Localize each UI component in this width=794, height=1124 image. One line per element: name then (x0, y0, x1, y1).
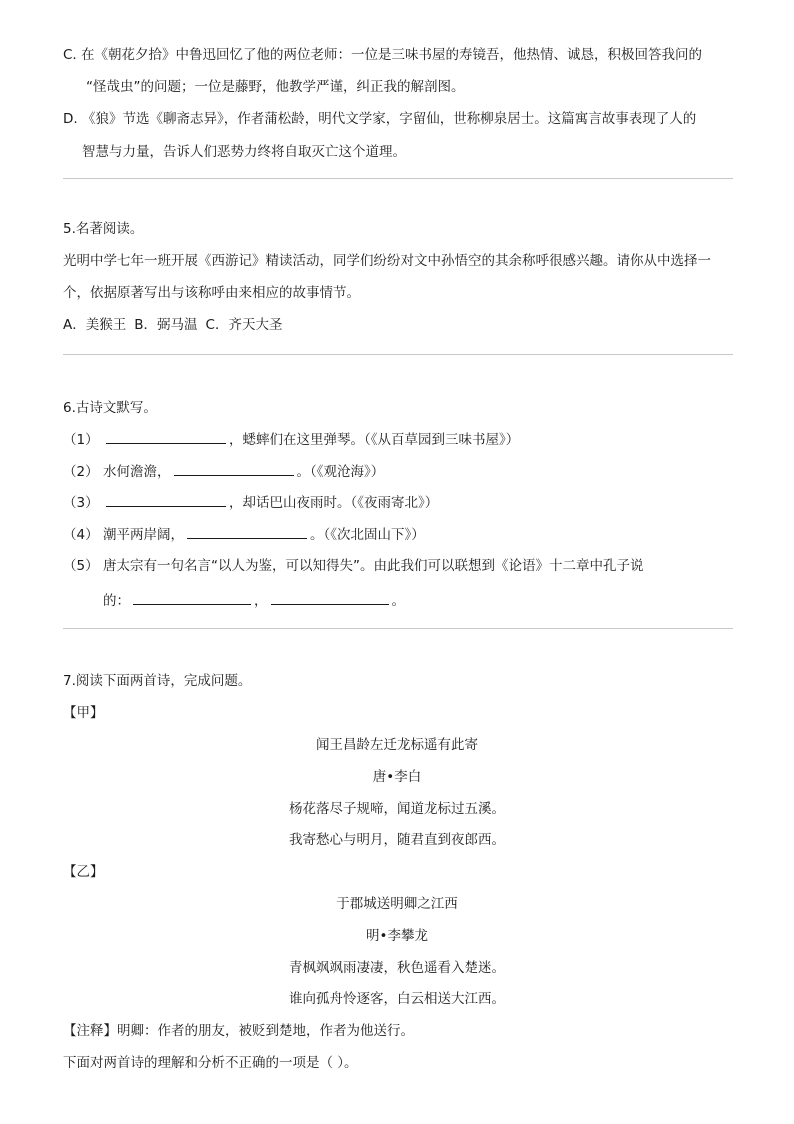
item-text: 。（《观沧海》） (296, 464, 385, 480)
item-text: ， (254, 593, 268, 609)
poem2-line2: 谁向孤舟怜逐客，白云相送大江西。 (289, 991, 505, 1007)
q6-item-4 (63, 524, 425, 545)
option-c-line1: C. 在《朝花夕拾》中鲁迅回忆了他的两位老师：一位是三味书屋的寿镜吾，他热情、诚恳，积极回答我问的 (63, 47, 703, 63)
q7-question: 下面对两首诗的理解和分析不正确的一项是（ ）。 (63, 1055, 358, 1071)
item-number: （5） (63, 558, 99, 574)
item-text: ，蟋蟀们在这里弹琴。（《从百草园到三味书屋》） (229, 432, 520, 448)
q5-prompt-line1: 光明中学七年一班开展《西游记》精读活动，同学们纷纷对文中孙悟空的其余称呼很感兴趣。请你从中选择一 (63, 253, 711, 269)
option-d-line1: D. 《狼》节选《聊斋志异》，作者蒲松龄，明代文学家，字留仙，世称柳泉居士。这篇寓言故事表现了人的 (63, 111, 697, 127)
option-d-line2: 智慧与力量，告诉人们恶势力终将自取灭亡这个道理。 (82, 144, 406, 160)
item-text: 水何澹澹， (103, 464, 171, 480)
divider (63, 628, 733, 629)
item-number: （1） (63, 432, 99, 448)
poem1-line1: 杨花落尽子规啼，闻道龙标过五溪。 (289, 801, 505, 817)
answer-blank[interactable] (106, 429, 226, 444)
item-text: 的： (103, 593, 130, 609)
answer-blank[interactable] (133, 590, 251, 605)
q6-title: 6.古诗文默写。 (63, 400, 157, 416)
item-text: 唐太宗有一句名言“以人为鉴，可以知得失”。由此我们可以联想到《论语》十二章中孔子说 (103, 558, 644, 574)
poem2-author: 明•李攀龙 (366, 928, 428, 944)
item-text: ，却话巴山夜雨时。（《夜雨寄北》） (229, 495, 439, 511)
item-text: 。 (391, 593, 405, 609)
q6-item-1 (63, 429, 519, 450)
option-b: B．弼马温 (134, 317, 198, 333)
answer-blank[interactable] (187, 524, 307, 539)
item-number: （3） (63, 495, 99, 511)
answer-blank[interactable] (271, 590, 389, 605)
q6-item-3 (63, 492, 438, 513)
poem2-title: 于郡城送明卿之江西 (336, 896, 458, 912)
q6-item-2 (63, 461, 384, 482)
poem-label-jia: 【甲】 (63, 705, 104, 721)
annotation-note: 【注释】明卿：作者的朋友，被贬到楚地，作者为他送行。 (63, 1023, 414, 1039)
poem2-line1: 青枫飒飒雨凄凄，秋色遥看入楚迷。 (289, 960, 505, 976)
q6-item-5-line2 (103, 590, 405, 611)
poem-label-yi: 【乙】 (63, 864, 104, 880)
divider (63, 354, 733, 355)
q5-prompt-line2: 个，依据原著写出与该称呼由来相应的故事情节。 (63, 285, 360, 301)
answer-blank[interactable] (174, 461, 294, 476)
poem1-line2: 我寄愁心与明月，随君直到夜郎西。 (289, 832, 505, 848)
poem1-title: 闻王昌龄左迁龙标遥有此寄 (316, 737, 478, 753)
q5-title: 5.名著阅读。 (63, 221, 144, 237)
option-c: C．齐天大圣 (205, 317, 283, 333)
q5-options (63, 315, 282, 335)
divider (63, 178, 733, 179)
item-text: 。（《次北固山下》） (310, 527, 425, 543)
item-number: （2） (63, 464, 99, 480)
item-number: （4） (63, 527, 99, 543)
option-c-line2: “怪哉虫”的问题；一位是藤野，他教学严谨，纠正我的解剖图。 (86, 79, 465, 95)
item-text: 潮平两岸阔， (103, 527, 184, 543)
q6-item-5 (63, 556, 644, 576)
answer-blank[interactable] (106, 492, 226, 507)
option-a: A．美猴王 (63, 317, 127, 333)
poem1-author: 唐•李白 (372, 769, 422, 785)
q7-title: 7.阅读下面两首诗，完成问题。 (63, 673, 252, 689)
